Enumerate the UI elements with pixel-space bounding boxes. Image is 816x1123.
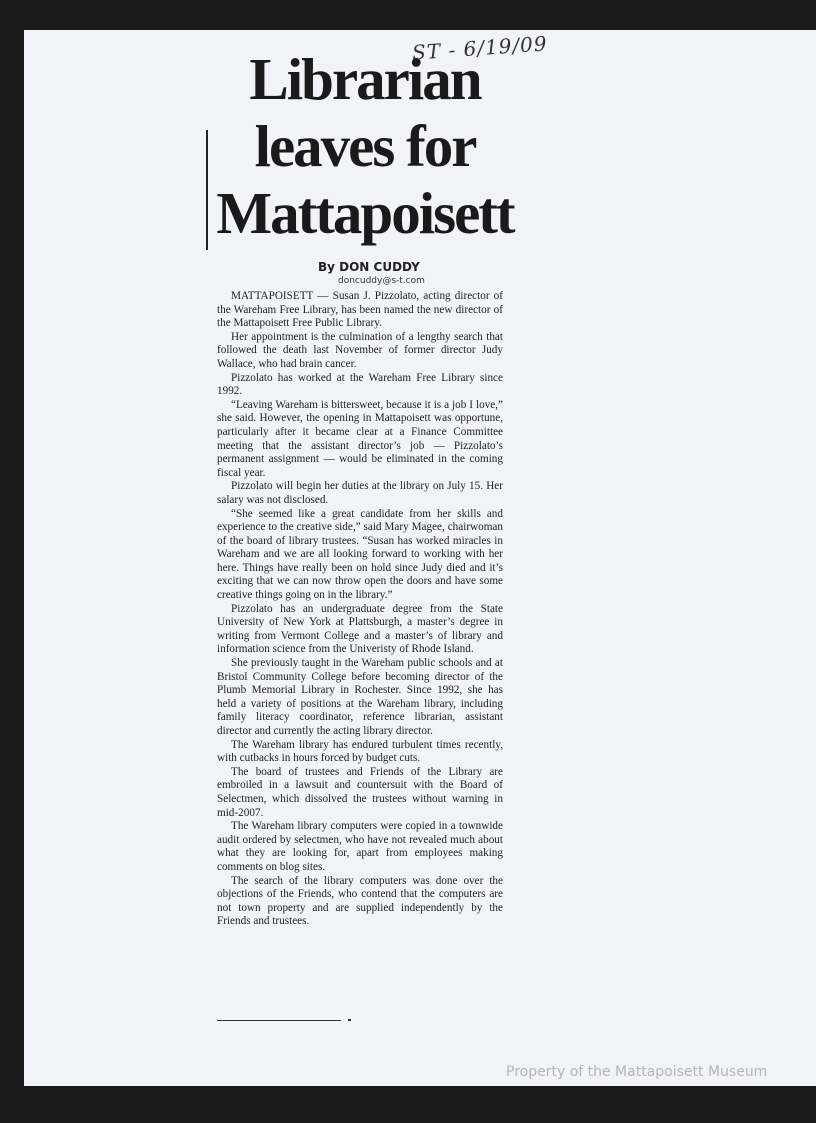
article-paragraph: She previously taught in the Wareham public schools and at Bristol Community College before becoming director of the Plumb Memorial Library in Rochester. Since 1992, she has held a variety of positions at the Wareham library, including family literacy coordinator, reference librarian, assistant director and currently the acting library director. — [217, 657, 503, 737]
article-end-rule — [217, 1020, 341, 1021]
byline-email: doncuddy@s-t.com — [338, 276, 425, 286]
article-paragraph: Her appointment is the culmination of a lengthy search that followed the death last November of former director Judy Wallace, who had brain cancer. — [217, 330, 503, 370]
byline-author: By DON CUDDY — [318, 260, 420, 274]
article-paragraph: The Wareham library has endured turbulent times recently, with cutbacks in hours forced by budget cuts. — [217, 738, 503, 765]
article-paragraph: The search of the library computers was done over the objections of the Friends, who contend that the computers are not town property and are supplied independently by the Friends and trustees. — [217, 874, 503, 928]
headline: Librarian leaves for Mattapoisett — [216, 46, 514, 246]
handwritten-date-note: ST - 6/19/09 — [411, 31, 549, 65]
museum-watermark: Property of the Mattapoisett Museum — [506, 1064, 768, 1080]
article-paragraph: MATTAPOISETT — Susan J. Pizzolato, acting director of the Wareham Free Library, has been named the new director of the Mattapoisett Free Public Library. — [217, 290, 503, 330]
article-paragraph: The Wareham library computers were copied in a townwide audit ordered by selectmen, who have not revealed much about what they are looking for, apart from employees making comments on blog sites. — [217, 820, 503, 873]
article-end-mark — [348, 1019, 351, 1021]
article-body — [217, 290, 503, 929]
article-paragraph: Pizzolato has an undergraduate degree from the State University of New York at Plattsburgh, a master’s degree in writing from Vermont College and a master’s of library and information science from the Univeristy of Rhode Island. — [217, 602, 503, 656]
article-paragraph: The board of trustees and Friends of the Library are embroiled in a lawsuit and countersuit with the Board of Selectmen, which dissolved the trustees without warning in mid-2007. — [217, 765, 503, 819]
article-paragraph: Pizzolato will begin her duties at the library on July 15. Her salary was not disclosed. — [217, 480, 503, 506]
article-paragraph: “Leaving Wareham is bittersweet, because it is a job I love,” she said. However, the opening in Mattapoisett was opportune, particularly after it became clear at a Finance Committee meeting that the assistant director’s job — Pizzolato’s permanent assignment — would be eliminated in the coming fiscal year. — [217, 398, 503, 479]
article-paragraph: Pizzolato has worked at the Wareham Free Library since 1992. — [217, 371, 503, 398]
headline-rule — [206, 130, 208, 250]
article-paragraph: “She seemed like a great candidate from her skills and experience to the creative side,” said Mary Magee, chairwoman of the board of library trustees. “Susan has worked miracles in Wareham and we are all looking forward to working with her here. Things have really been on hold since Judy died and it’s exciting that we can now throw open the doors and have some creative things going on in the library.” — [217, 507, 503, 602]
